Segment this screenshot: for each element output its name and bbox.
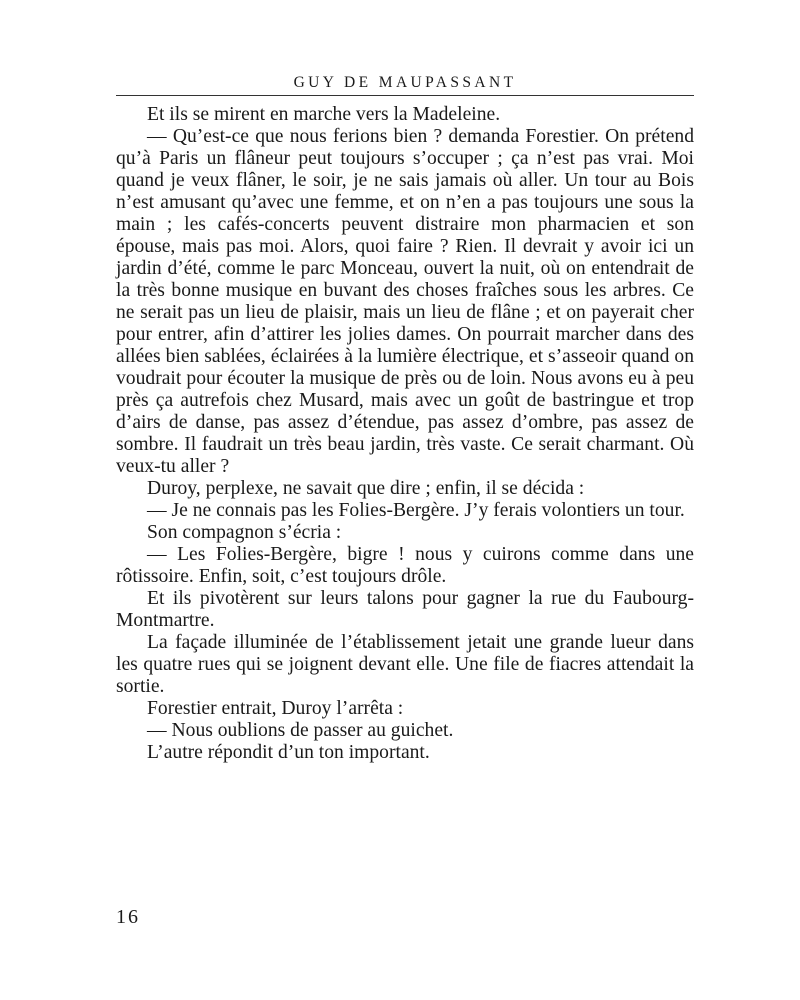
paragraph: La façade illuminée de l’établissement jetait une grande lueur dans les quatre rues qui se joignent devant elle. Une file de fiacres attendait la sortie. [116, 632, 694, 697]
header-rule [116, 95, 694, 96]
paragraph: Duroy, perplexe, ne savait que dire ; enfin, il se décida : [147, 478, 585, 499]
paragraph: — Nous oublions de passer au guichet. [147, 720, 454, 741]
paragraph: L’autre répondit d’un ton important. [147, 742, 430, 763]
paragraph: — Je ne connais pas les Folies-Bergère. J’y ferais volontiers un tour. [147, 500, 685, 521]
page-number: 16 [116, 906, 140, 928]
body-text [116, 104, 694, 764]
paragraph: Forestier entrait, Duroy l’arrêta : [147, 698, 404, 719]
running-head: GUY DE MAUPASSANT [293, 74, 517, 91]
paragraph: Son compagnon s’écria : [147, 522, 342, 543]
paragraph: Et ils pivotèrent sur leurs talons pour gagner la rue du Faubourg-Montmartre. [116, 588, 694, 631]
paragraph: — Les Folies-Bergère, bigre ! nous y cuirons comme dans une rôtissoire. Enfin, soit, c’est toujours drôle. [116, 544, 694, 587]
paragraph: — Qu’est-ce que nous ferions bien ? demanda Forestier. On prétend qu’à Paris un flâneur peut toujours s’occuper ; ça n’est pas vrai. Moi quand je veux flâner, le soir, je ne sais jamais où aller. Un tour au Bois n’est amusant qu’avec une femme, et on n’en a pas toujours une sous la main ; les cafés-concerts peuvent distraire mon pharmacien et son épouse, mais pas moi. Alors, quoi faire ? Rien. Il devrait y avoir ici un jardin d’été, comme le parc Monceau, ouvert la nuit, où on entendrait de la très bonne musique en buvant des choses fraîches sous les arbres. Ce ne serait pas un lieu de plaisir, mais un lieu de flâne ; et on payerait cher pour entrer, afin d’attirer les jolies dames. On pourrait marcher dans des allées bien sablées, éclairées à la lumière électrique, et s’asseoir quand on voudrait pour écouter la musique de près ou de loin. Nous avons eu à peu près ça autrefois chez Musard, mais avec un goût de bastringue et trop d’airs de danse, pas assez d’étendue, pas assez d’ombre, pas assez de sombre. Il faudrait un très beau jardin, très vaste. Ce serait charmant. Où veux-tu aller ? [116, 126, 694, 477]
paragraph: Et ils se mirent en marche vers la Madeleine. [147, 104, 501, 125]
